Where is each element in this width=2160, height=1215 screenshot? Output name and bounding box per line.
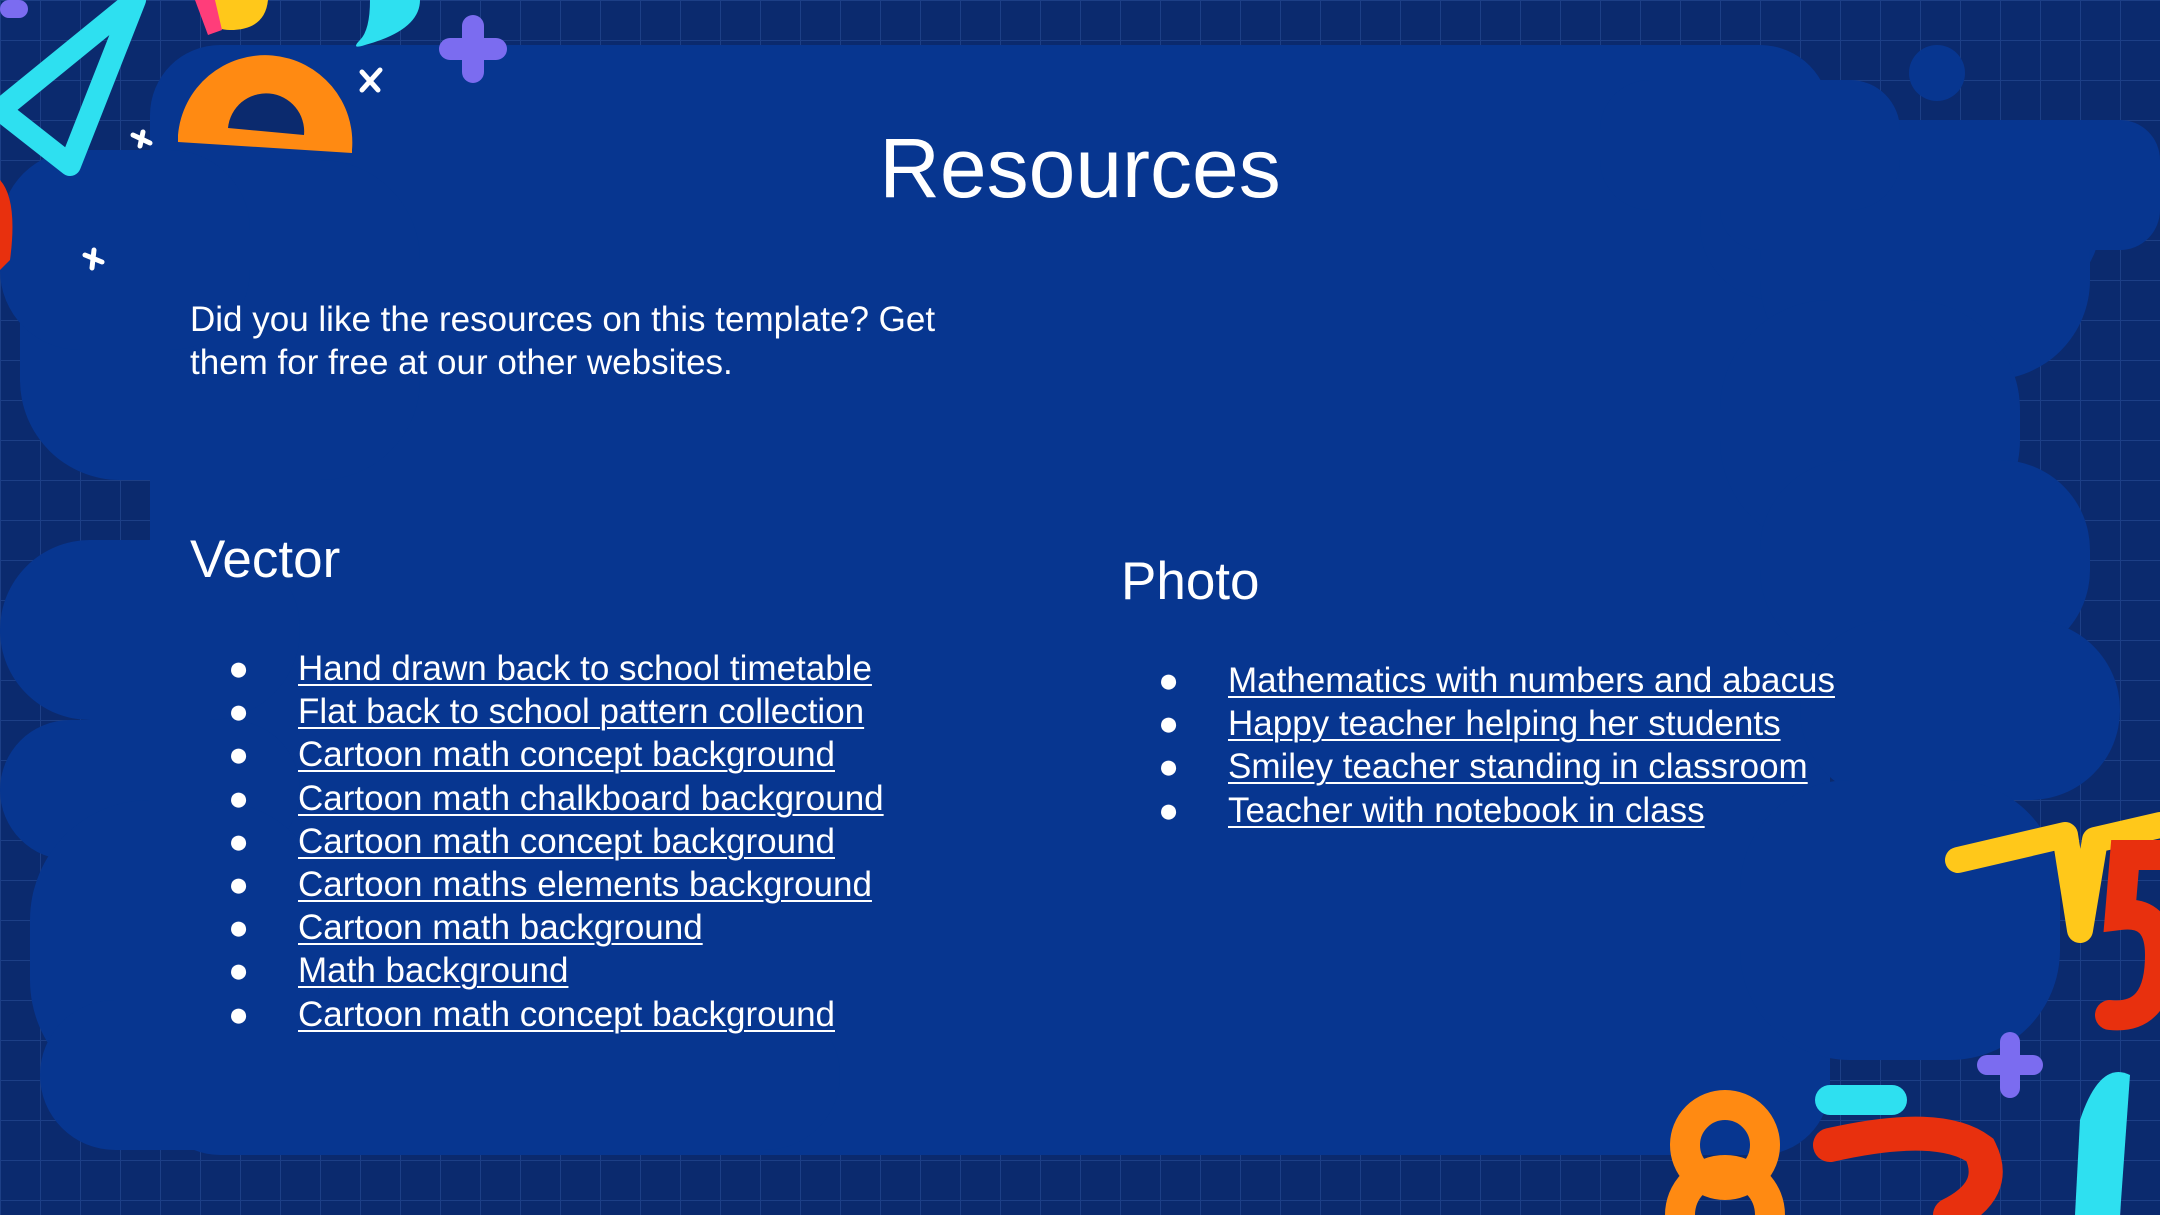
- photo-link-2[interactable]: Happy teacher helping her students: [1228, 704, 1781, 744]
- bullet-icon: ●: [228, 649, 250, 688]
- photo-heading: Photo: [1121, 552, 1260, 611]
- vector-link-9[interactable]: Cartoon math concept background: [298, 994, 835, 1034]
- list-item: [1158, 659, 1835, 702]
- list-item: [1158, 745, 1835, 788]
- list-item: [1158, 702, 1835, 745]
- vector-link-8[interactable]: Math background: [298, 951, 569, 991]
- bullet-icon: ●: [1158, 790, 1180, 830]
- bullet-icon: ●: [1158, 747, 1180, 787]
- plus-icon: [1977, 1032, 2043, 1098]
- number-three-icon: [1830, 1134, 1986, 1215]
- photo-link-list: [1158, 659, 1835, 832]
- list-item: [228, 733, 884, 776]
- bullet-icon: ●: [1158, 704, 1180, 744]
- intro-text: Did you like the resources on this template? Get them for free at our other websites.: [190, 300, 936, 382]
- number-five-icon: [2110, 855, 2160, 1015]
- vector-link-1[interactable]: Hand drawn back to school timetable: [298, 649, 872, 688]
- list-item: [1158, 789, 1835, 832]
- list-item: [228, 863, 884, 906]
- list-item: [228, 949, 884, 992]
- vector-link-5[interactable]: Cartoon math concept background: [298, 821, 835, 861]
- bullet-icon: ●: [228, 951, 250, 991]
- photo-link-1[interactable]: Mathematics with numbers and abacus: [1228, 661, 1835, 700]
- minus-icon: [1815, 1085, 1907, 1115]
- list-item: [228, 647, 884, 690]
- list-item: [228, 820, 884, 863]
- vector-link-3[interactable]: Cartoon math concept background: [298, 735, 835, 775]
- list-item: [228, 690, 884, 733]
- bullet-icon: ●: [228, 778, 250, 818]
- photo-link-4[interactable]: Teacher with notebook in class: [1228, 790, 1705, 830]
- bullet-icon: ●: [228, 821, 250, 861]
- cyan-number-icon: [2075, 1072, 2130, 1215]
- bullet-icon: ●: [228, 908, 250, 948]
- bullet-icon: ●: [228, 994, 250, 1034]
- list-item: [228, 993, 884, 1036]
- cyan-shape-icon: [356, 0, 420, 47]
- number-eight-icon: [1680, 1105, 1770, 1215]
- vector-link-7[interactable]: Cartoon math background: [298, 908, 703, 948]
- list-item: [228, 777, 884, 820]
- bullet-icon: ●: [228, 865, 250, 905]
- plus-icon: [439, 15, 507, 83]
- vector-link-2[interactable]: Flat back to school pattern collection: [298, 692, 865, 732]
- bullet-icon: ●: [228, 735, 250, 775]
- list-item: [228, 906, 884, 949]
- vector-link-6[interactable]: Cartoon maths elements background: [298, 865, 872, 905]
- vector-link-4[interactable]: Cartoon math chalkboard background: [298, 778, 884, 818]
- bullet-icon: ●: [228, 692, 250, 732]
- bullet-icon: ●: [1158, 661, 1180, 700]
- vector-heading: Vector: [190, 530, 341, 589]
- page-title: Resources: [879, 121, 1281, 215]
- photo-link-3[interactable]: Smiley teacher standing in classroom: [1228, 747, 1808, 787]
- vector-link-list: [228, 647, 884, 1036]
